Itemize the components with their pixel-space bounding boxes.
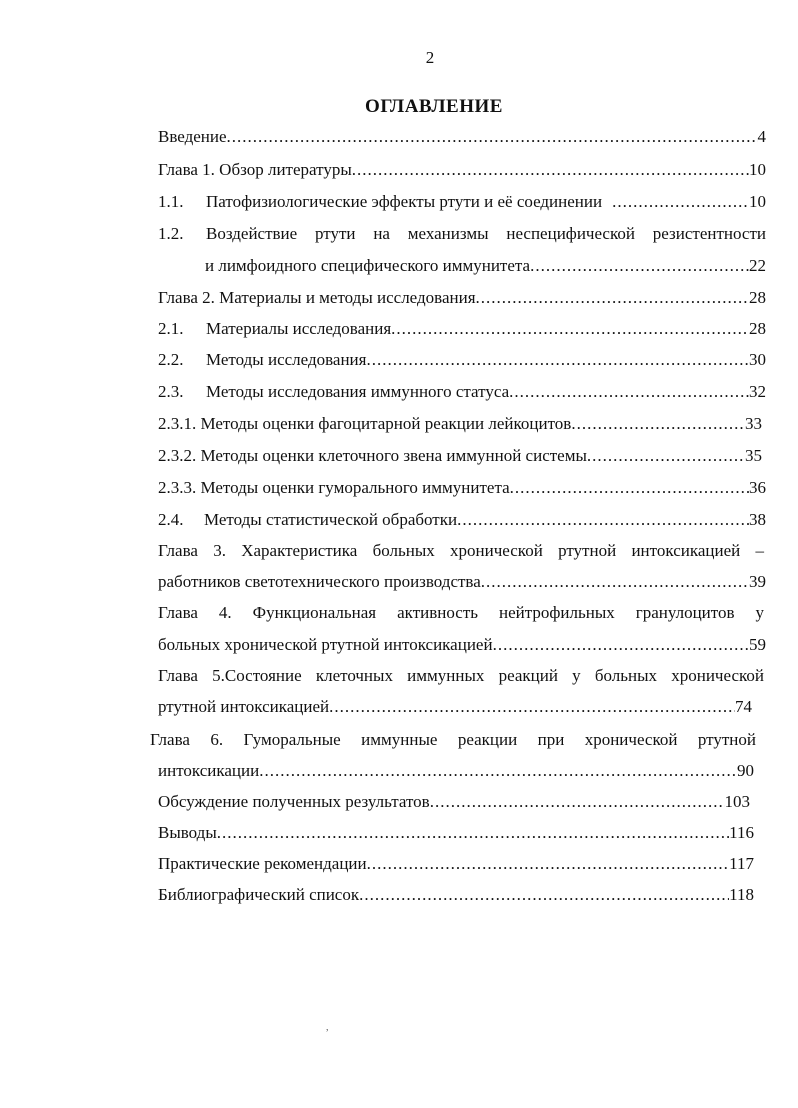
toc-leader (259, 758, 737, 784)
toc-entry-text: Глава 5.Состояние клеточных иммунных реакций у больных хронической (158, 666, 764, 685)
toc-section-number: 2.3. (158, 382, 184, 401)
toc-page-number: 28 (749, 288, 766, 307)
toc-entry-section-1-2-cont[interactable] (205, 253, 766, 279)
toc-leader (481, 569, 749, 595)
toc-entry-conclusions[interactable] (158, 820, 754, 846)
toc-section-number: 2.2. (158, 350, 184, 369)
toc-page-number: 38 (749, 510, 766, 529)
toc-entry-text: Глава 4. Функциональная активность нейтрофильных гранулоцитов у (158, 603, 764, 622)
toc-entry-text: Введение (158, 127, 227, 146)
toc-leader (476, 285, 749, 311)
toc-page-number: 117 (729, 854, 754, 873)
toc-entry-discussion[interactable] (158, 789, 750, 815)
toc-entry-chapter-4[interactable] (158, 600, 764, 626)
toc-entry-text: Практические рекомендации (158, 854, 367, 873)
toc-page-number: 4 (757, 127, 766, 146)
toc-page-number: 22 (749, 256, 766, 275)
toc-entry-section-2-2[interactable] (158, 347, 766, 373)
toc-entry-chapter-3[interactable] (158, 538, 764, 564)
toc-page-number: 74 (735, 697, 752, 716)
toc-page-number: 32 (749, 382, 766, 401)
toc-entry-text: Глава 2. Материалы и методы исследования (158, 288, 476, 307)
toc-entry-text: интоксикации (158, 761, 260, 780)
toc-entry-text: Глава 3. Характеристика больных хронической ртутной интоксикацией – (158, 541, 764, 560)
toc-leader (352, 157, 749, 183)
toc-entry-text: Воздействие ртути на механизмы неспецифической резистентности (206, 224, 766, 243)
toc-leader (217, 820, 729, 846)
toc-entry-chapter-2[interactable] (158, 285, 766, 311)
toc-entry-recommendations[interactable] (158, 851, 754, 877)
toc-page-number: 116 (729, 823, 754, 842)
toc-entry-text: Глава 6. Гуморальные иммунные реакции при хронической ртутной (150, 730, 756, 749)
toc-entry-text: 2.3.2. Методы оценки клеточного звена иммунной системы (158, 446, 587, 465)
toc-entry-section-2-3-1[interactable] (158, 411, 762, 437)
toc-page-number: 39 (749, 572, 766, 591)
toc-entry-text: Выводы (158, 823, 217, 842)
toc-leader (430, 789, 725, 815)
toc-leader (612, 189, 749, 215)
toc-leader (457, 507, 749, 533)
toc-entry-text: Методы исследования иммунного статуса (206, 382, 510, 401)
toc-entry-section-2-3[interactable] (158, 379, 766, 405)
toc-entry-chapter-5[interactable] (158, 663, 764, 689)
toc-section-number: 2.4. (158, 510, 184, 529)
toc-entry-section-2-3-2[interactable] (158, 443, 762, 469)
toc-entry-text: больных хронической ртутной интоксикацией (158, 635, 493, 654)
toc-page-number: 30 (749, 350, 766, 369)
toc-page-number: 103 (724, 792, 750, 811)
toc-page-number: 90 (737, 761, 754, 780)
toc-leader (359, 882, 729, 908)
toc-entry-chapter-6[interactable] (150, 727, 756, 753)
toc-entry-text: Обсуждение полученных результатов (158, 792, 430, 811)
toc-page-number: 36 (749, 478, 766, 497)
toc-leader (493, 632, 749, 658)
toc-entry-text: Методы исследования (206, 350, 367, 369)
toc-entry-section-2-3-3[interactable] (158, 475, 766, 501)
toc-entry-text: 2.3.3. Методы оценки гуморального иммунитета (158, 478, 510, 497)
toc-leader (366, 347, 749, 373)
toc-leader (587, 443, 745, 469)
toc-entry-section-2-1[interactable] (158, 316, 766, 342)
toc-leader (227, 124, 758, 150)
toc-page-number: 59 (749, 635, 766, 654)
toc-page-number: 10 (749, 192, 766, 211)
toc-entry-section-1-2[interactable] (158, 221, 766, 247)
scan-speck: , (326, 1022, 329, 1033)
toc-entry-chapter-5-cont[interactable] (158, 694, 752, 720)
toc-entry-text: 2.3.1. Методы оценки фагоцитарной реакции лейкоцитов (158, 414, 572, 433)
page-title: ОГЛАВЛЕНИЕ (365, 96, 503, 117)
toc-section-number: 2.1. (158, 319, 184, 338)
toc-section-number: 1.1. (158, 192, 184, 211)
toc-entry-chapter-6-cont[interactable] (158, 758, 754, 784)
toc-entry-text: ртутной интоксикацией (158, 697, 330, 716)
toc-entry-chapter-4-cont[interactable] (158, 632, 766, 658)
toc-page-number: 28 (749, 319, 766, 338)
toc-leader (510, 475, 749, 501)
toc-entry-bibliography[interactable] (158, 882, 754, 908)
toc-page-number: 35 (745, 446, 762, 465)
toc-entry-chapter-3-cont[interactable] (158, 569, 766, 595)
toc-section-number: 1.2. (158, 224, 184, 243)
toc-entry-text: Патофизиологические эффекты ртути и её соединении (206, 192, 603, 211)
toc-entry-text: Глава 1. Обзор литературы (158, 160, 352, 179)
toc-entry-text: и лимфоидного специфического иммунитета (205, 256, 531, 275)
toc-entry-text: работников светотехнического производства (158, 572, 481, 591)
toc-leader (367, 851, 730, 877)
toc-entry-section-1-1[interactable] (158, 189, 766, 215)
toc-leader (391, 316, 749, 342)
toc-entry-intro[interactable] (158, 124, 766, 150)
toc-page-number: 10 (749, 160, 766, 179)
toc-leader (530, 253, 749, 279)
toc-leader (571, 411, 745, 437)
toc-entry-section-2-4[interactable] (158, 507, 766, 533)
page-number: 2 (425, 48, 435, 67)
toc-entry-chapter-1[interactable] (158, 157, 766, 183)
toc-page-number: 33 (745, 414, 762, 433)
toc-entry-text: Библиографический список (158, 885, 360, 904)
toc-entry-text: Материалы исследования (206, 319, 392, 338)
toc-leader (329, 694, 735, 720)
toc-page-number: 118 (729, 885, 754, 904)
toc-entry-text: Методы статистической обработки (204, 510, 458, 529)
toc-leader (509, 379, 749, 405)
